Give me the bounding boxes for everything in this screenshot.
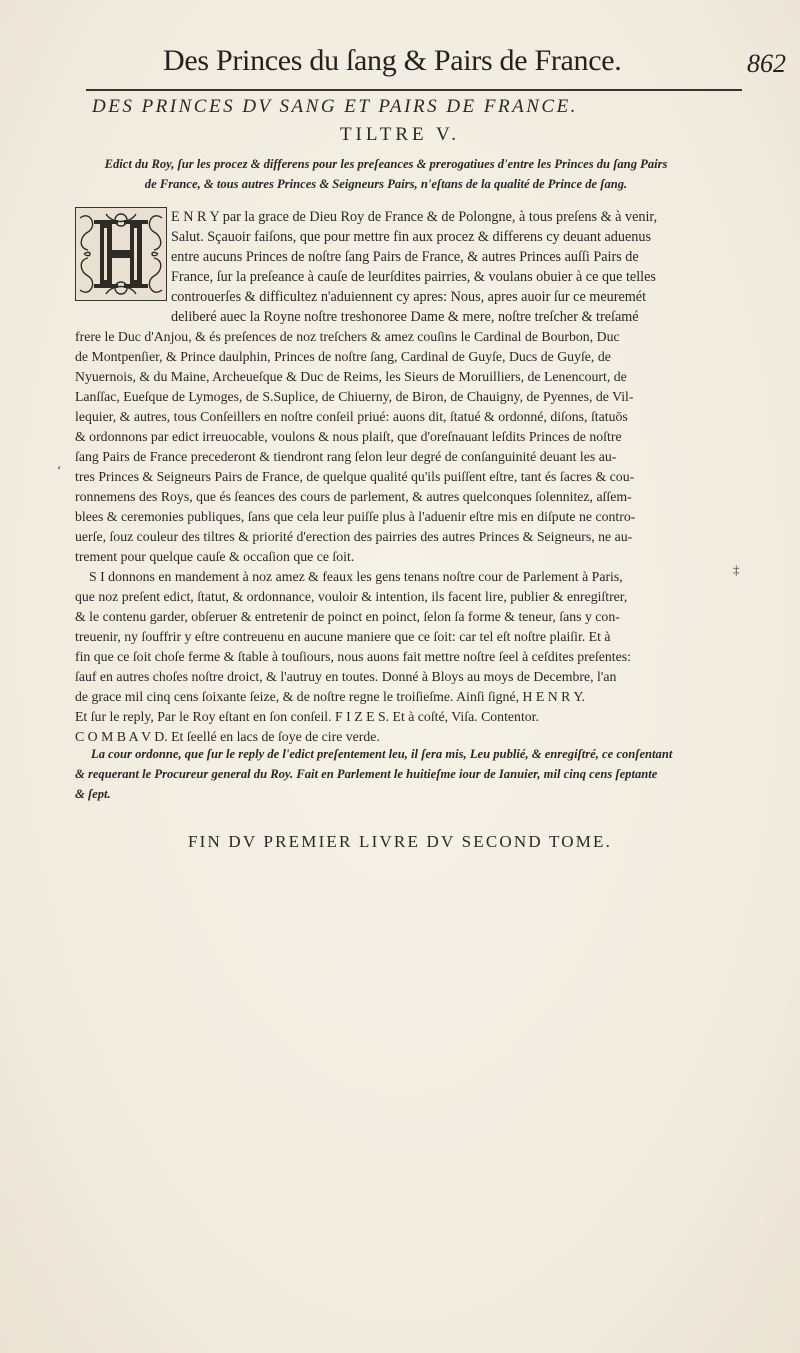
- body-line: lequier, & autres, tous Conſeillers en noſtre conſeil priué: auons dit, ſtatué & ordonné, diſons, ſtatuōs: [75, 409, 628, 424]
- registration-line: & ſept.: [75, 787, 111, 801]
- body-line: ſauf en autres choſes noſtre droict, & l'autruy en toutes. Donné à Bloys au moys de Decembre, l'an: [75, 669, 617, 684]
- edict-summary: [76, 154, 696, 194]
- body-line: trement pour quelque cauſe & occaſion que ce ſoit.: [75, 549, 355, 564]
- body-line: tres Princes & Seigneurs Pairs de France, de quelque qualité qu'ils puiſſent eſtre, tant és ſacres & cou-: [75, 469, 635, 484]
- body-line: fin que ce ſoit choſe ferme & ſtable à touſiours, nous auons fait mettre noſtre ſeel à ceſdites preſentes:: [75, 649, 631, 664]
- body-line: entre aucuns Princes de noſtre ſang Pairs de France, & autres Princes auſſi Pairs de: [171, 249, 639, 265]
- body-line: deliberé auec la Royne noſtre treshonoree Dame & mere, noſtre treſcher & treſamé: [171, 309, 639, 325]
- body-line: Nyuernois, & du Maine, Archeueſque & Duc de Reims, les Sieurs de Moruilliers, de Lenencourt, de: [75, 369, 627, 384]
- body-line: Salut. Sçauoir faiſons, que pour mettre fin aux procez & differens cy deuant aduenus: [171, 229, 651, 245]
- header-rule: [86, 89, 742, 91]
- ornamental-initial: [75, 207, 167, 301]
- body-line: & le contenu garder, obſeruer & entretenir de poinct en poinct, ſelon ſa forme & teneur, ſans y con-: [75, 609, 620, 624]
- body-line: ſang Pairs de France precederont & tiendront rang ſelon leur degré de conſanguinité deuant les au-: [75, 449, 617, 464]
- margin-tick-mark: ‘: [57, 462, 62, 477]
- body-line: de Montpenſier, & Prince daulphin, Princes de noſtre ſang, Cardinal de Guyſe, Ducs de Guyſe, de: [75, 349, 611, 364]
- body-line: frere le Duc d'Anjou, & és preſences de noz treſchers & amez couſins le Cardinal de Bourbon, Duc: [75, 329, 620, 344]
- body-line: de grace mil cinq cens ſoixante ſeize, & de noſtre regne le troiſieſme. Ainſi ſigné, H E N R Y.: [75, 689, 585, 704]
- body-line: Et ſur le reply, Par le Roy eſtant en ſon conſeil. F I Z E S. Et à coſté, Viſa. Contentor.: [75, 709, 539, 724]
- summary-line: de France, & tous autres Princes & Seigneurs Pairs, n'eſtans de la qualité de Prince de ſang.: [144, 177, 628, 191]
- registration-line: & requerant le Procureur general du Roy. Fait en Parlement le huitieſme iour de Ianuier, mil cinq cens ſeptante: [75, 767, 658, 781]
- floral-ornament-icon: [76, 208, 166, 300]
- body-line: S I donnons en mandement à noz amez & feaux les gens tenans noſtre cour de Parlement à Paris,: [89, 569, 623, 584]
- body-line: uerſe, ſouz couleur des tiltres & priorité d'erection des pairries des autres Princes & Seigneurs, ne au-: [75, 529, 633, 544]
- body-line: blees & ceremonies publiques, ſans que cela leur puiſſe plus à l'aduenir eſtre mis en diſpute ne contro-: [75, 509, 636, 524]
- running-head-title: Des Princes du ſang & Pairs de France.: [163, 44, 622, 77]
- body-line: controuerſes & difficultez n'aduiennent cy apres: Nous, apres auoir ſur ce meuremét: [171, 289, 647, 305]
- body-line: France, ſur la preſeance à cauſe de leurſdites pairries, & voulans obuier à ce que telles: [171, 269, 656, 285]
- body-line: ronnemens des Roys, que és ſeances des cours de parlement, & autres quelconques ſolennitez, aſſem-: [75, 489, 632, 504]
- body-line: C O M B A V D. Et ſeellé en lacs de ſoye de cire verde.: [75, 729, 380, 744]
- body-line: Lanſſac, Eueſque de Lymoges, de S.Suplice, de Chiuerny, de Biron, de Chauigny, de Pyennes, de Vil-: [75, 389, 634, 404]
- margin-cross-mark: ‡: [733, 562, 740, 577]
- body-line: treuenir, ny ſouffrir y eſtre contreuenu en aucune maniere que ce ſoit: car tel eſt noſtre plaiſir. Et à: [75, 629, 611, 644]
- section-title: DES PRINCES DV SANG ET PAIRS DE FRANCE.: [92, 96, 578, 117]
- body-line: & ordonnons par edict irreuocable, voulons & nous plaiſt, que d'oreſnauant leſdits Princes de noſtre: [75, 429, 622, 444]
- body-line: que noz preſent edict, ſtatut, & ordonnance, vouloir & intention, ils facent lire, publier & enregiſtrer,: [75, 589, 628, 604]
- closing-line: FIN DV PREMIER LIVRE DV SECOND TOME.: [187, 832, 613, 851]
- summary-line: Edict du Roy, ſur les procez & differens pour les preſeances & prerogatiues d'entre les Princes du ſang Pairs: [104, 157, 668, 171]
- registration-line: La cour ordonne, que ſur le reply de l'edict preſentement leu, il ſera mis, Leu publié, & enregiſtré, ce conſentant: [91, 747, 673, 761]
- title-number: TILTRE V.: [339, 124, 461, 145]
- body-line: E N R Y par la grace de Dieu Roy de France & de Polongne, à tous preſens & à venir,: [171, 209, 658, 225]
- page-number: 862: [747, 49, 786, 78]
